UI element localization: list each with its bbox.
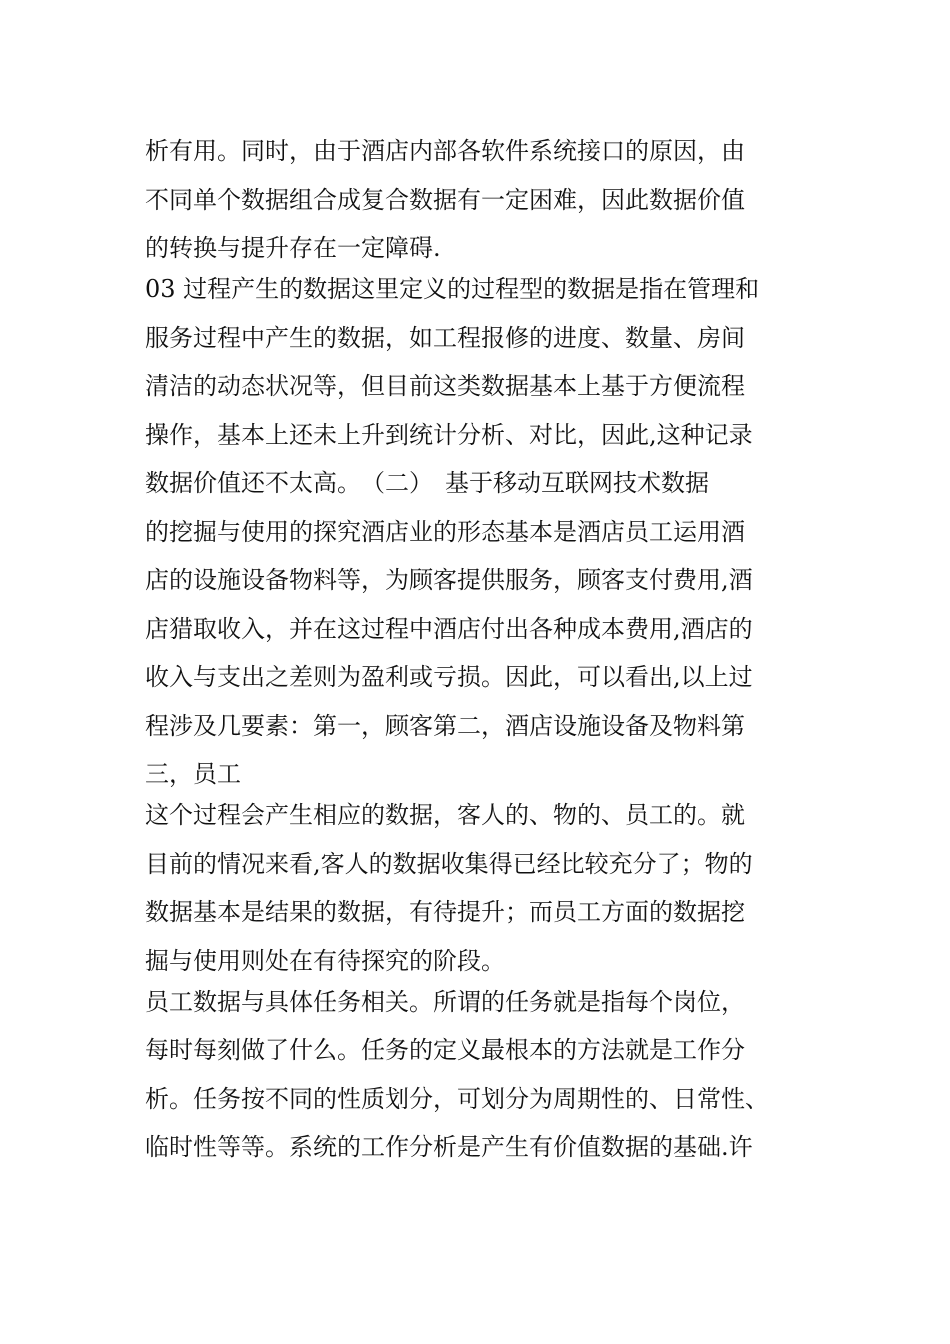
text-line: 临时性等等。系统的工作分析是产生有价值数据的基础.许 (145, 1133, 753, 1161)
text-line: 三，员工 (145, 760, 241, 788)
text-line: 析有用。同时，由于酒店内部各软件系统接口的原因，由 (145, 137, 745, 165)
text-line: 03 过程产生的数据这里定义的过程型的数据是指在管理和 (145, 275, 760, 303)
text-line: 店的设施设备物料等，为顾客提供服务，顾客支付费用,酒 (145, 566, 753, 594)
text-line: 析。任务按不同的性质划分，可划分为周期性的、日常性、 (145, 1084, 769, 1113)
text-line: 收入与支出之差则为盈利或亏损。因此，可以看出,以上过 (145, 663, 753, 691)
text-line: 不同单个数据组合成复合数据有一定困难，因此数据价值 (145, 185, 745, 214)
text-line: 操作，基本上还未上升到统计分析、对比，因此,这种记录 (145, 420, 753, 449)
text-line: 员工数据与具体任务相关。所谓的任务就是指每个岗位， (145, 987, 745, 1016)
text-line: 程涉及几要素：第一，顾客第二，酒店设施设备及物料第 (145, 711, 745, 740)
text-line: 店猎取收入，并在这过程中酒店付出各种成本费用,酒店的 (145, 614, 753, 643)
text-line: 目前的情况来看,客人的数据收集得已经比较充分了；物的 (145, 849, 753, 878)
text-line: 掘与使用则处在有待探究的阶段。 (145, 946, 505, 975)
text-line: 的挖掘与使用的探究酒店业的形态基本是酒店员工运用酒 (145, 517, 745, 546)
text-line: 每时每刻做了什么。任务的定义最根本的方法就是工作分 (145, 1036, 745, 1064)
text-line: 清洁的动态状况等，但目前这类数据基本上基于方便流程 (145, 372, 745, 400)
text-line: 服务过程中产生的数据，如工程报修的进度、数量、房间 (145, 323, 745, 352)
text-line: 数据基本是结果的数据，有待提升；而员工方面的数据挖 (145, 898, 745, 926)
document-body-text (145, 127, 805, 1172)
text-line: 这个过程会产生相应的数据，客人的、物的、员工的。就 (145, 801, 745, 829)
text-line: 数据价值还不太高。 （二） 基于移动互联网技术数据 (145, 469, 709, 497)
text-line: 的转换与提升存在一定障碍. (145, 234, 441, 262)
